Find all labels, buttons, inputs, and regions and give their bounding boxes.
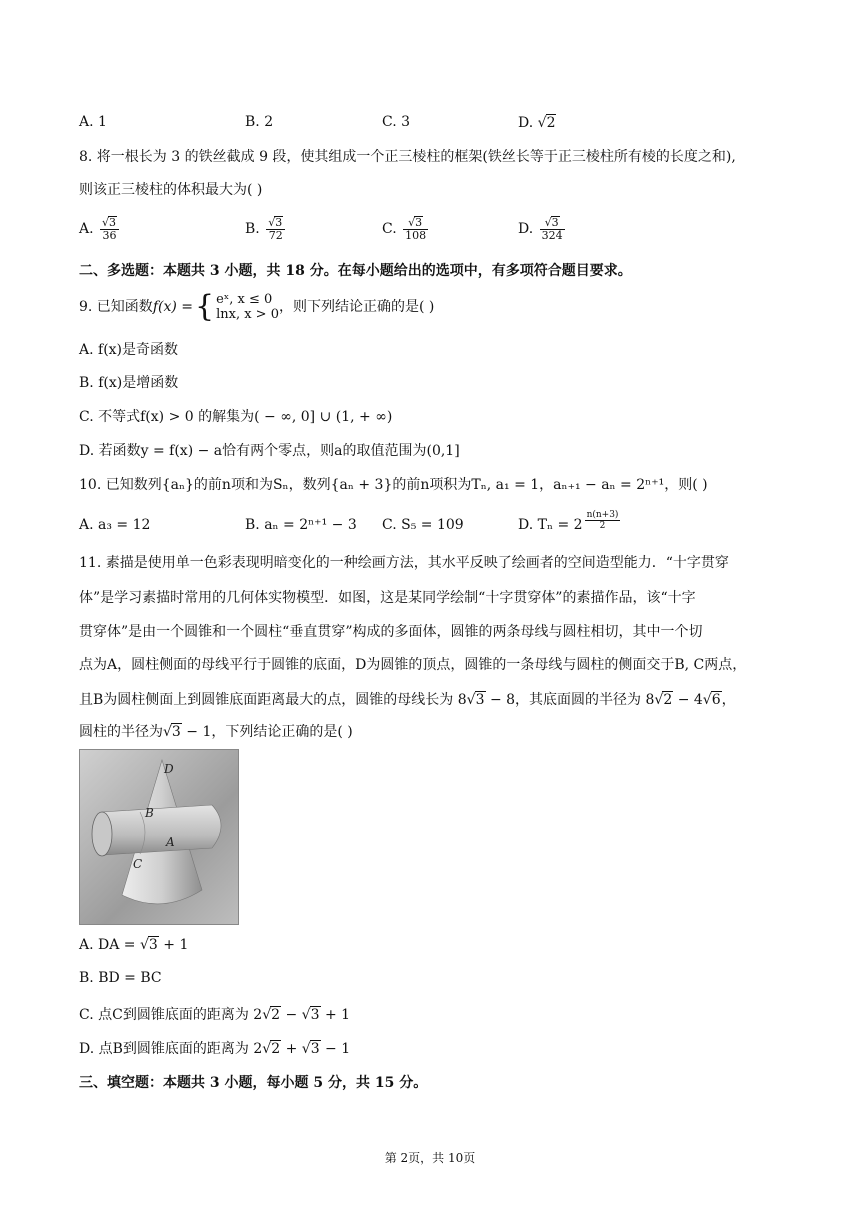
q10-option-c: C. S₅ = 109 [382,517,464,533]
q8-option-a: A. $\frac{√3}{36}$ [79,216,121,242]
q11-stem-line6: 圆柱的半径为√3 − 1，下列结论正确的是( ) [79,724,353,740]
sqrt-radicand: 2 [546,115,556,131]
q11-stem-line1: 11. 素描是使用单一色彩表现明暗变化的一种绘画方法，其水平反映了绘画者的空间造型能力．“十字贯穿 [79,555,729,571]
figure-label-c: C [133,857,143,871]
page-number-footer: 第 2页，共 10页 [384,1151,476,1165]
cone-cylinder-drawing [80,750,238,924]
cross-penetration-sketch-figure [79,749,239,925]
q10-option-a: A. a₃ = 12 [79,517,151,533]
q7-option-a: A. 1 [79,114,107,130]
q7-option-b: B. 2 [245,114,274,130]
q8-stem-line2: 则该正三棱柱的体积最大为( ) [79,182,263,198]
q10-option-b: B. aₙ = 2ⁿ⁺¹ − 3 [245,517,357,533]
q8-option-b: B. $\frac{√3}{72}$ [245,216,287,242]
q7-option-d: D. √2 [518,115,556,131]
q9-option-a: A. f(x)是奇函数 [79,342,179,358]
q9-option-b: B. f(x)是增函数 [79,375,179,391]
q7-option-c: C. 3 [382,114,411,130]
q10-option-d: D. Tₙ = 2 $\frac{n(n+3)}{2}$ [518,510,619,533]
q11-option-b: B. BD = BC [79,970,162,986]
section-heading-fill-in-blank: 三、填空题：本题共 3 小题，每小题 5 分，共 15 分。 [79,1075,428,1091]
q11-stem-line3: 贯穿体”是由一个圆锥和一个圆柱“垂直贯穿”构成的多面体，圆锥的两条母线与圆柱相切，其中一个切 [79,624,703,640]
section-heading-multiple-choice: 二、多选题：本题共 3 小题，共 18 分。在每小题给出的选项中，有多项符合题目要求。 [79,263,632,279]
q11-option-d: D. 点B到圆锥底面的距离为 2√2 + √3 − 1 [79,1041,351,1057]
q9-stem: 9. 已知函数f(x) ={ eˣ, x ≤ 0 lnx, x > 0 ，则下列结论正确的是( ) [79,289,435,324]
q9-option-d: D. 若函数y = f(x) − a恰有两个零点，则a的取值范围为(0,1] [79,443,460,459]
figure-label-b: B [145,806,154,820]
figure-label-a: A [166,835,175,849]
q8-option-d: D. $\frac{√3}{324}$ [518,216,563,242]
q8-stem-line1: 8. 将一根长为 3 的铁丝截成 9 段，使其组成一个正三棱柱的框架(铁丝长等于正三棱柱所有棱的长度之和), [79,149,736,165]
q8-option-c: C. $\frac{√3}{108}$ [382,216,427,242]
q11-stem-line5: 且B为圆柱侧面上到圆锥底面距离最大的点，圆锥的母线长为 8√3 − 8，其底面圆的半径为 8√2 − 4√6， [79,692,736,708]
figure-label-d: D [164,762,174,776]
q11-stem-line4: 点为A，圆柱侧面的母线平行于圆锥的底面，D为圆锥的顶点，圆锥的一条母线与圆柱的侧面交于B, C两点， [79,657,747,673]
q9-option-c: C. 不等式f(x) > 0 的解集为( − ∞, 0] ∪ (1, + ∞) [79,409,393,425]
q11-stem-line2: 体”是学习素描时常用的几何体实物模型．如图，这是某同学绘制“十字贯穿体”的素描作品，该“十字 [79,590,696,606]
q10-stem: 10. 已知数列{aₙ}的前n项和为Sₙ，数列{aₙ + 3}的前n项积为Tₙ, a₁ = 1，aₙ₊₁ − aₙ = 2ⁿ⁺¹，则( ) [79,477,708,493]
q11-option-a: A. DA = √3 + 1 [79,937,189,953]
q11-option-c: C. 点C到圆锥底面的距离为 2√2 − √3 + 1 [79,1007,351,1023]
